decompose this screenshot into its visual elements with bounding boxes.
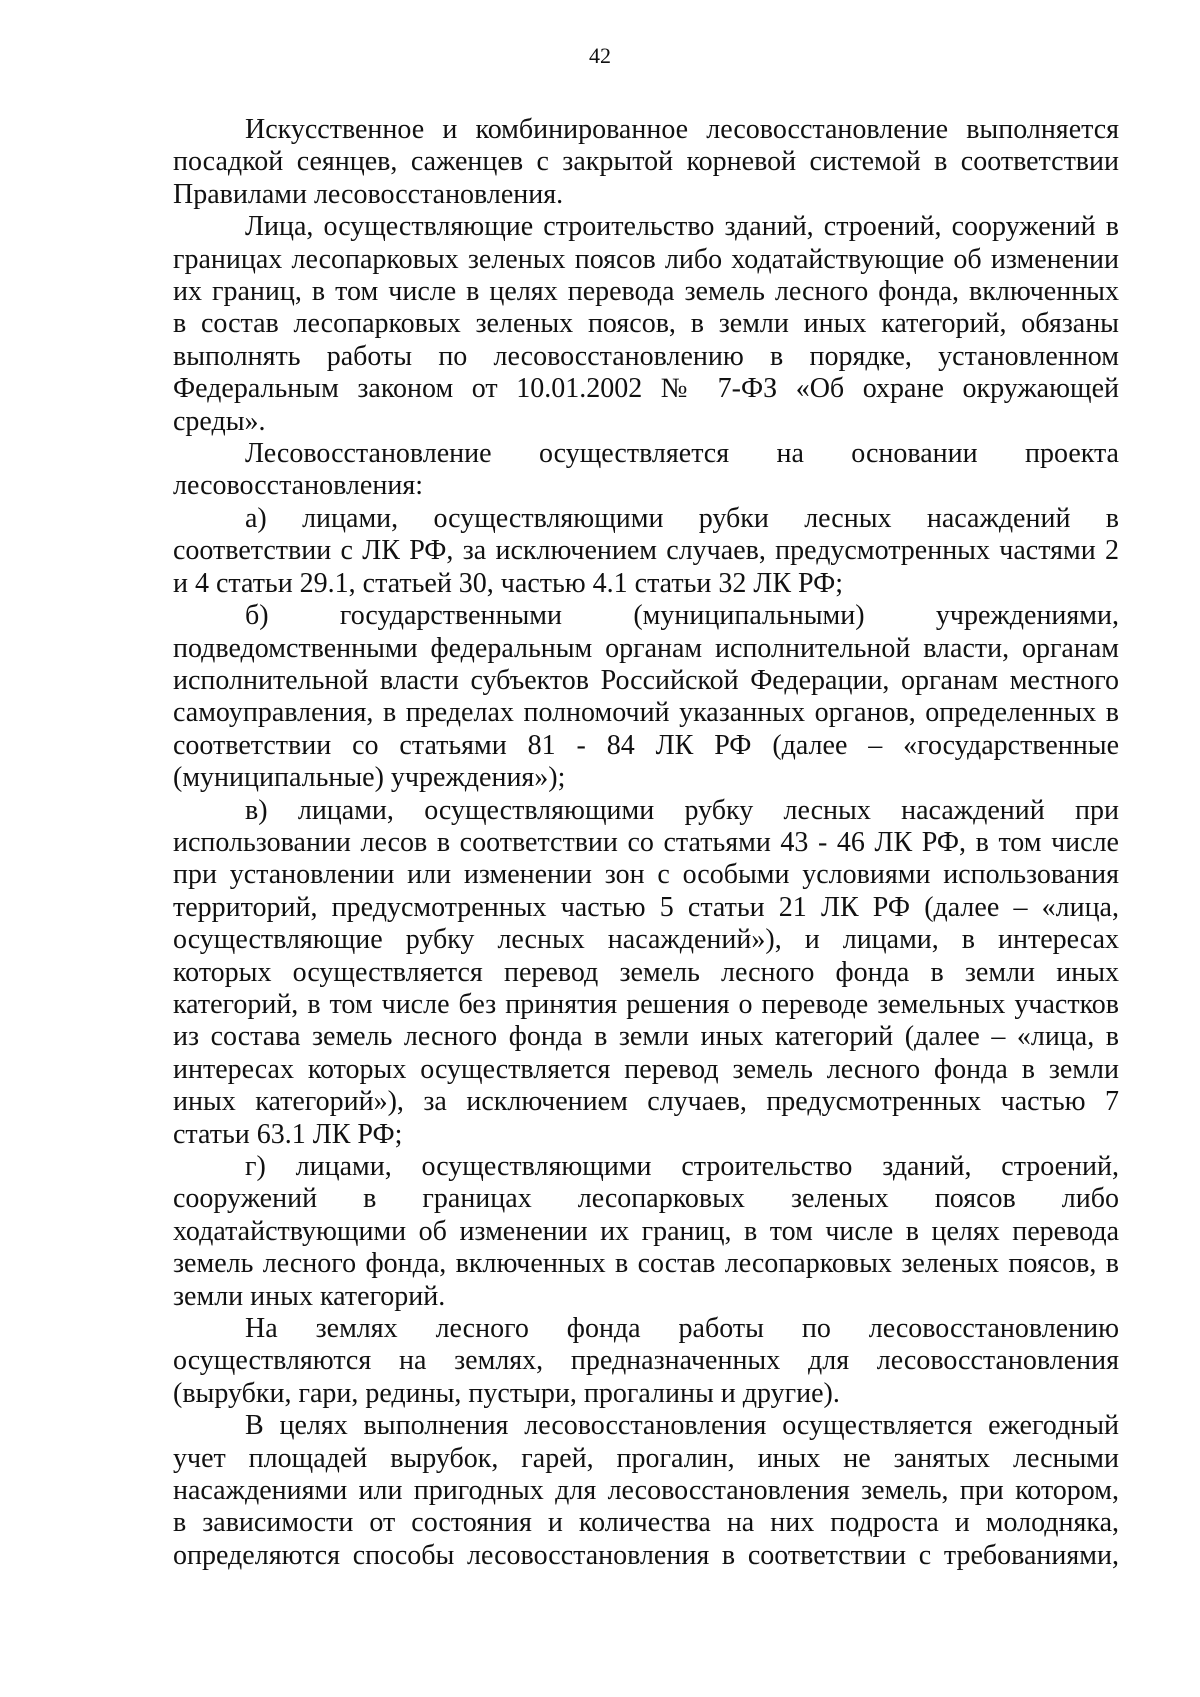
text-line: учет площадей вырубок, гарей, прогалин, иных не занятых лесными (173, 1442, 1119, 1474)
text-line: категорий, в том числе без принятия решения о переводе земельных участков (173, 988, 1119, 1020)
text-line: и 4 статьи 29.1, статьей 30, частью 4.1 статьи 32 ЛК РФ; (173, 567, 844, 599)
text-line: посадкой сеянцев, саженцев с закрытой корневой системой в соответствии (173, 146, 1119, 178)
text-line: территорий, предусмотренных частью 5 статьи 21 ЛК РФ (далее – «лица, (173, 891, 1119, 923)
text-line: земель лесного фонда, включенных в состав лесопарковых зеленых поясов, в (173, 1248, 1119, 1280)
paragraph (173, 1313, 1119, 1410)
text-line: Лесовосстановление осуществляется на основании проекта (245, 438, 1119, 470)
text-line: б) государственными (муниципальными) учреждениями, (245, 600, 1119, 632)
paragraph (173, 1410, 1119, 1572)
text-line: (вырубки, гари, редины, пустыри, прогалины и другие). (173, 1377, 840, 1409)
text-line: определяются способы лесовосстановления в соответствии с требованиями, (173, 1539, 1119, 1571)
document-body (173, 114, 1119, 1572)
text-line: в состав лесопарковых зеленых поясов, в земли иных категорий, обязаны (173, 308, 1119, 340)
page-number: 42 (589, 43, 611, 68)
text-line: в) лицами, осуществляющими рубку лесных насаждений при (245, 794, 1119, 826)
text-line: выполнять работы по лесовосстановлению в порядке, установленном (173, 340, 1119, 372)
text-line: иных категорий»), за исключением случаев, предусмотренных частью 7 (173, 1086, 1119, 1118)
text-line: Искусственное и комбинированное лесовосстановление выполняется (245, 114, 1119, 145)
text-line: г) лицами, осуществляющими строительство зданий, строений, (245, 1151, 1119, 1182)
list-item-d (173, 1151, 1119, 1313)
list-item-c (173, 795, 1119, 1151)
text-line: самоуправления, в пределах полномочий указанных органов, определенных в (173, 697, 1119, 729)
text-line: лесовосстановления: (173, 470, 423, 502)
text-line: их границ, в том числе в целях перевода земель лесного фонда, включенных (173, 276, 1119, 308)
text-line: Правилами лесовосстановления. (173, 178, 564, 210)
text-line: подведомственными федеральным органам исполнительной власти, органам (173, 632, 1119, 664)
text-line: На землях лесного фонда работы по лесовосстановлению (245, 1313, 1119, 1345)
paragraph (173, 211, 1119, 438)
text-line: насаждениями или пригодных для лесовосстановления земель, при котором, (173, 1475, 1119, 1507)
list-item-a (173, 503, 1119, 600)
text-line: (муниципальные) учреждения»); (173, 762, 566, 794)
text-line: Федеральным законом от 10.01.2002 № 7-ФЗ «Об охране окружающей (173, 373, 1119, 405)
paragraph (173, 438, 1119, 503)
text-line: среды». (173, 405, 266, 437)
text-line: интересах которых осуществляется перевод земель лесного фонда в земли (173, 1053, 1119, 1085)
text-line: осуществляются на землях, предназначенных для лесовосстановления (173, 1345, 1119, 1377)
list-item-b (173, 600, 1119, 794)
text-line: границах лесопарковых зеленых поясов либо ходатайствующие об изменении (173, 243, 1119, 275)
text-line: использовании лесов в соответствии со статьями 43 - 46 ЛК РФ, в том числе (173, 826, 1119, 858)
text-line: при установлении или изменении зон с особыми условиями использования (173, 859, 1119, 891)
paragraph (173, 114, 1119, 211)
text-line: соответствии со статьями 81 - 84 ЛК РФ (далее – «государственные (173, 729, 1119, 761)
text-line: статьи 63.1 ЛК РФ; (173, 1118, 403, 1150)
text-line: сооружений в границах лесопарковых зеленых поясов либо (173, 1183, 1119, 1215)
text-line: из состава земель лесного фонда в земли иных категорий (далее – «лица, в (173, 1021, 1119, 1053)
text-line: исполнительной власти субъектов Российской Федерации, органам местного (173, 664, 1119, 696)
text-line: ходатайствующими об изменении их границ, в том числе в целях перевода (173, 1215, 1119, 1247)
text-line: а) лицами, осуществляющими рубки лесных насаждений в (245, 502, 1119, 534)
text-line: соответствии с ЛК РФ, за исключением случаев, предусмотренных частями 2 (173, 535, 1119, 567)
text-line: В целях выполнения лесовосстановления осуществляется ежегодный (245, 1410, 1119, 1442)
text-line: земли иных категорий. (173, 1280, 446, 1312)
text-line: осуществляющие рубку лесных насаждений»), и лицами, в интересах (173, 924, 1119, 956)
text-line: которых осуществляется перевод земель лесного фонда в земли иных (173, 956, 1119, 988)
text-line: в зависимости от состояния и количества на них подроста и молодняка, (173, 1507, 1119, 1539)
text-line: Лица, осуществляющие строительство зданий, строений, сооружений в (245, 211, 1119, 243)
